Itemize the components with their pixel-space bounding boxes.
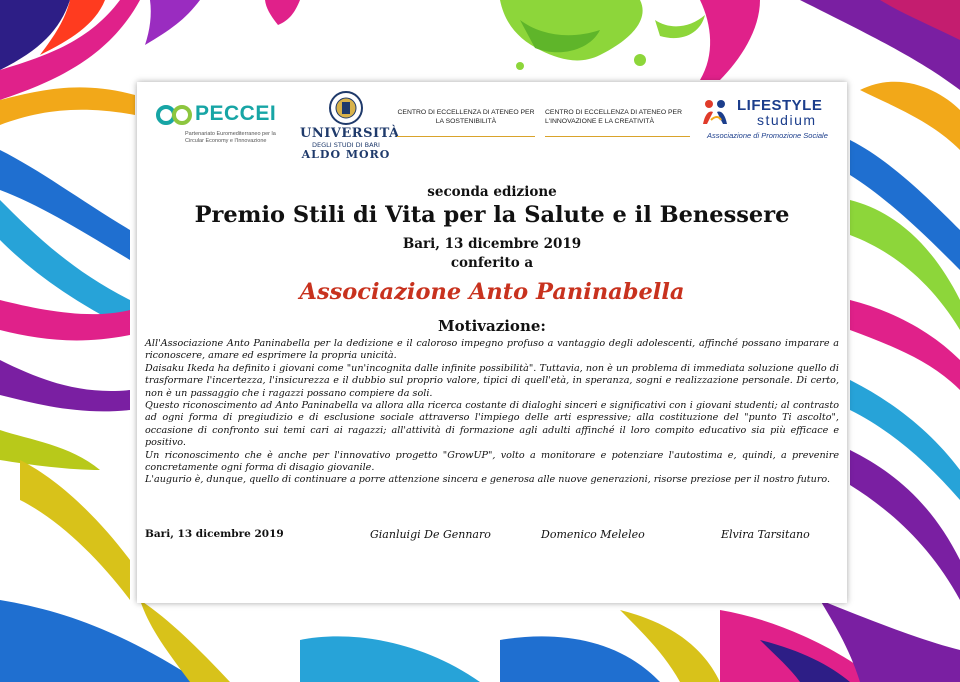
- signature-date: Bari, 13 dicembre 2019: [145, 528, 284, 540]
- motivation-heading: Motivazione:: [438, 317, 546, 335]
- certificate-card: [137, 82, 847, 603]
- peccei-logo: [155, 102, 295, 152]
- motivation-text: [145, 338, 839, 487]
- award-date: Bari, 13 dicembre 2019: [402, 236, 582, 252]
- peccei-subtitle: Partenariato Euromediterraneo per la Circular Economy e l'Innovazione: [185, 131, 276, 144]
- peccei-infinity-icon: [155, 104, 195, 126]
- lifestyle-people-icon: [699, 96, 731, 128]
- signatory-name: Elvira Tarsitano: [721, 528, 810, 541]
- centro-sostenibilita: CENTRO DI ECCELLENZA DI ATENEO PER LA SOSTENIBILITÀ: [397, 108, 535, 137]
- lifestyle-line1: LIFESTYLE: [737, 97, 823, 114]
- motivation-paragraph: All'Associazione Anto Paninabella per la dedizione e il caloroso impegno profuso a vantaggio degli adolescenti, affinché possano imparare a riconoscere, amare ed esprimere la propria unicità.: [145, 338, 839, 362]
- recipient-name: Associazione Anto Paninabella: [299, 279, 685, 305]
- lifestyle-line2: studium: [757, 112, 817, 128]
- motivation-paragraph: L'augurio è, dunque, quello di continuare a porre attenzione sincera e generosa alle nuove generazioni, risorse preziose per il nostro futuro.: [145, 474, 831, 486]
- awarded-to-label: conferito a: [450, 255, 534, 271]
- logo-row: [137, 82, 847, 162]
- peccei-name: PECCEI: [195, 102, 277, 125]
- university-line3: ALDO MORO: [301, 148, 391, 161]
- motivation-paragraph: Questo riconoscimento ad Anto Paninabella va allora alla ricerca costante di dialoghi sinceri e significativi con i giovani studenti; al contrasto ad ogni forma di pregiudizio e di esclusione sociale attraverso l'impiego delle arti espressive; alla costituzione del "punto Ti ascolto", occasione di confronto sui temi cari ai ragazzi; all'attività di formazione agli adulti affinché il loro compito educativo sia più efficace e positivo.: [145, 400, 839, 449]
- signatory-name: Gianluigi De Gennaro: [370, 528, 491, 541]
- motivation-paragraph: Daisaku Ikeda ha definito i giovani come "un'incognita dalle infinite possibilità". Tuttavia, non è un problema di immediata soluzione quello di trasformare l'incertezza, l'insicurezza e il dubbio sul proprio valore, tipici di quell'età, in speranza, sogni e realizzazione personale. Di certo, non è un passaggio che i ragazzi possano compiere da soli.: [145, 362, 839, 399]
- signatory-name: Domenico Meleleo: [541, 528, 645, 541]
- lifestyle-tagline: Associazione di Promozione Sociale: [707, 131, 828, 140]
- university-seal-icon: [328, 90, 364, 126]
- university-logo: [300, 90, 400, 161]
- edition-label: seconda edizione: [427, 184, 557, 200]
- university-line2: DEGLI STUDI DI BARI: [312, 141, 380, 149]
- award-title: Premio Stili di Vita per la Salute e il Benessere: [194, 202, 790, 228]
- centro-innovazione: CENTRO DI ECCELLENZA DI ATENEO PER L'INNOVAZIONE E LA CREATIVITÀ: [545, 108, 690, 137]
- motivation-paragraph: Un riconoscimento che è anche per l'innovativo progetto "GrowUP", volto a monitorare e potenziare l'autostima e, quindi, a prevenire concretamente ogni forma di disagio giovanile.: [145, 449, 839, 474]
- university-line1: UNIVERSITÀ: [300, 126, 400, 141]
- lifestyle-studium-logo: [697, 94, 837, 144]
